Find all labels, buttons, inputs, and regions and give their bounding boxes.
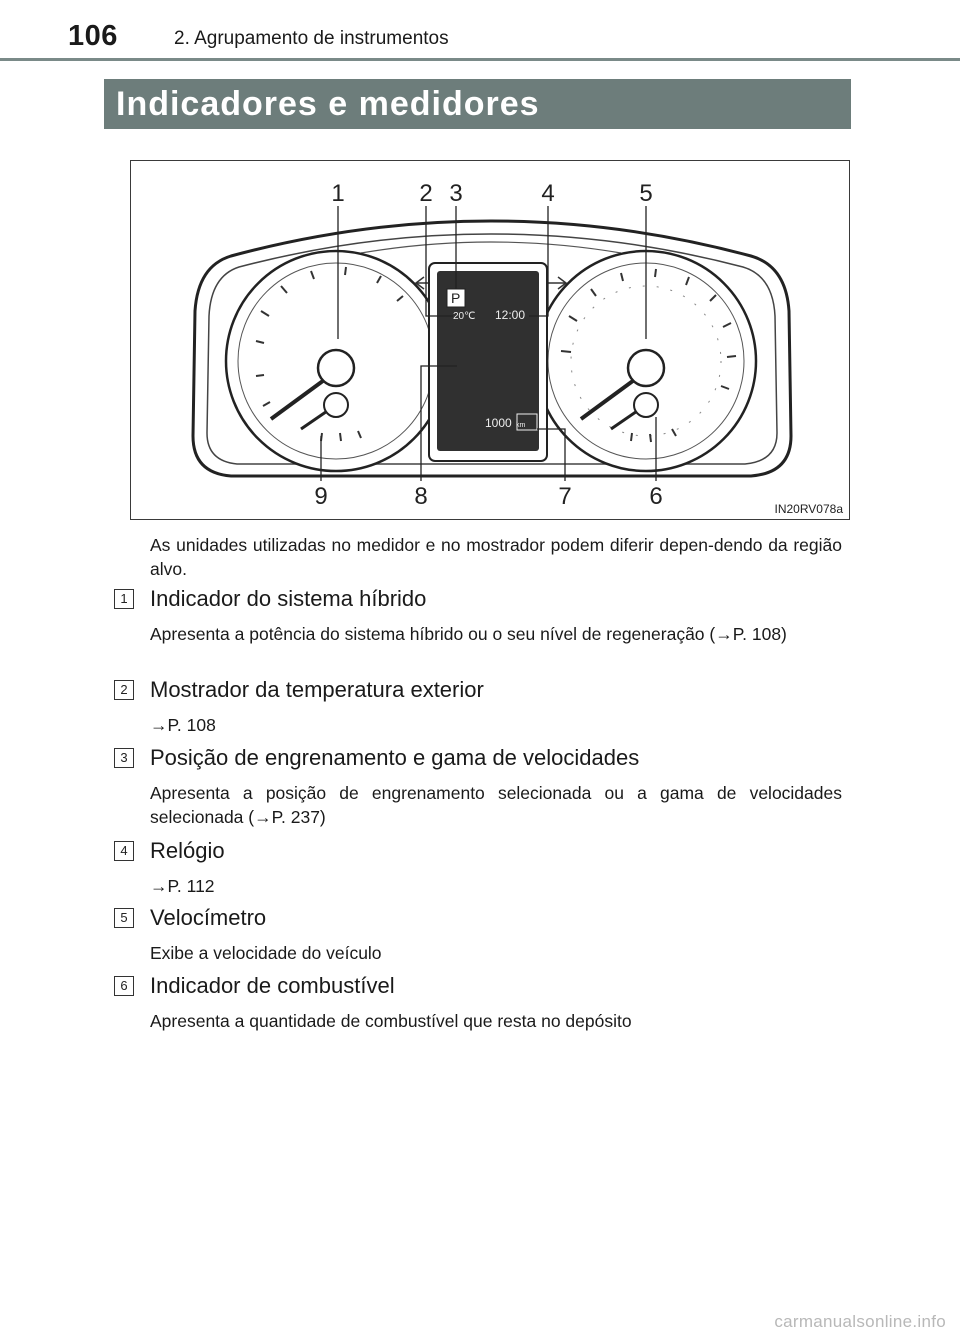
header-rule bbox=[0, 58, 960, 61]
callout-9: 9 bbox=[314, 483, 328, 510]
gear-indicator: P bbox=[451, 290, 461, 306]
units-note: As unidades utilizadas no medidor e no mostrador podem diferir depen-dendo da região alvo. bbox=[150, 535, 842, 579]
page-number: 106 bbox=[68, 20, 118, 52]
watermark: carmanualsonline.info bbox=[774, 1312, 946, 1331]
item-number: 2 bbox=[114, 680, 134, 700]
item-number: 3 bbox=[114, 748, 134, 768]
item-number: 5 bbox=[114, 908, 134, 928]
item-number: 6 bbox=[114, 976, 134, 996]
callout-2: 2 bbox=[419, 180, 433, 207]
callout-3: 3 bbox=[449, 180, 463, 207]
callout-1: 1 bbox=[331, 180, 345, 207]
section-banner bbox=[104, 79, 851, 129]
item-title: Relógio bbox=[150, 838, 225, 863]
item-title: Posição de engrenamento e gama de velocidades bbox=[150, 745, 640, 770]
odometer-readout: 1000 bbox=[485, 416, 512, 430]
callout-8: 8 bbox=[414, 483, 428, 510]
item-number: 1 bbox=[114, 589, 134, 609]
item-title: Indicador de combustível bbox=[150, 973, 395, 998]
item-title: Velocímetro bbox=[150, 905, 267, 930]
item-description: Apresenta a potência do sistema híbrido ou o seu nível de regeneração (→P. 108) bbox=[150, 624, 787, 644]
odometer-unit: km bbox=[516, 422, 526, 429]
section-title: Indicadores e medidores bbox=[116, 85, 540, 123]
cluster-illustration bbox=[131, 161, 851, 521]
item-title: Mostrador da temperatura exterior bbox=[150, 677, 484, 702]
callout-4: 4 bbox=[541, 180, 555, 207]
callout-7: 7 bbox=[558, 483, 572, 510]
item-description: Apresenta a posição de engrenamento selecionada ou a gama de velocidades selecionada (→P. 237) bbox=[150, 783, 842, 827]
clock-readout: 12:00 bbox=[495, 308, 526, 322]
page-header bbox=[0, 0, 960, 62]
item-description: →P. 108 bbox=[150, 715, 216, 735]
callout-6: 6 bbox=[649, 483, 663, 510]
item-number: 4 bbox=[114, 841, 134, 861]
instrument-cluster-figure bbox=[130, 160, 850, 520]
item-description: Apresenta a quantidade de combustível que resta no depósito bbox=[150, 1011, 632, 1031]
callout-5: 5 bbox=[639, 180, 653, 207]
item-title: Indicador do sistema híbrido bbox=[150, 586, 427, 611]
chapter-title: 2. Agrupamento de instrumentos bbox=[174, 28, 449, 49]
temperature-readout: 20℃ bbox=[453, 311, 476, 322]
item-description: →P. 112 bbox=[150, 876, 215, 896]
figure-code: IN20RV078a bbox=[774, 502, 843, 516]
item-description: Exibe a velocidade do veículo bbox=[150, 943, 382, 963]
